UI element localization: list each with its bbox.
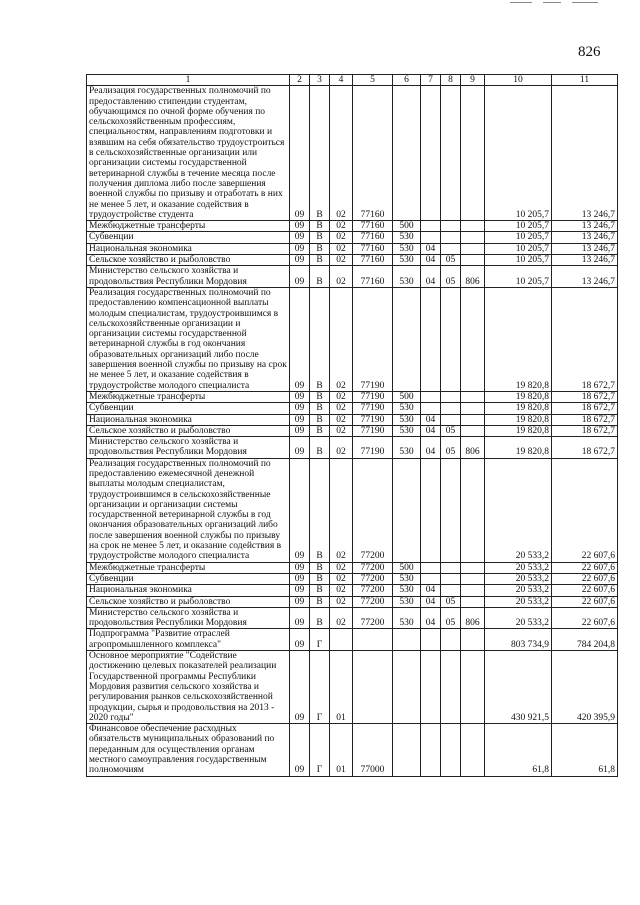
column-5-cell bbox=[353, 629, 393, 651]
column-8-cell bbox=[441, 403, 461, 414]
column-2-cell: 09 bbox=[290, 391, 310, 402]
column-5-cell: 77000 bbox=[353, 724, 393, 776]
column-9-cell bbox=[461, 243, 485, 254]
column-3-cell: В bbox=[310, 437, 330, 459]
column-9-cell bbox=[461, 651, 485, 724]
column-9-cell bbox=[461, 596, 485, 607]
column-8-cell bbox=[441, 562, 461, 573]
row-name: Министерство сельского хозяйства и продовольствия Республики Мордовия bbox=[87, 266, 290, 288]
column-8-cell bbox=[441, 651, 461, 724]
column-8-cell bbox=[441, 414, 461, 425]
column-header: 3 bbox=[310, 75, 330, 86]
column-6-cell: 500 bbox=[393, 562, 421, 573]
column-5-cell bbox=[353, 651, 393, 724]
amount-col-10: 20 533,2 bbox=[485, 596, 552, 607]
amount-col-10: 19 820,8 bbox=[485, 437, 552, 459]
table-row bbox=[87, 287, 618, 391]
row-name: Межбюджетные трансферты bbox=[87, 221, 290, 232]
column-6-cell: 530 bbox=[393, 425, 421, 436]
column-5-cell: 77160 bbox=[353, 221, 393, 232]
column-2-cell: 09 bbox=[290, 458, 310, 562]
amount-col-10: 19 820,8 bbox=[485, 425, 552, 436]
amount-col-11: 18 672,7 bbox=[552, 414, 618, 425]
column-7-cell bbox=[421, 651, 441, 724]
column-6-cell bbox=[393, 86, 421, 221]
table-row bbox=[87, 403, 618, 414]
column-3-cell: В bbox=[310, 243, 330, 254]
row-name: Реализация государственных полномочий по предоставлению компенсационной выплаты молодым специалистам, трудоустроившимся в сельскохозяйственные организации и организации системы государственной ветеринарной службы в год окончания образовательных организаций либо после завершения военной службы по призыву на срок не менее 5 лет, и оказание содействия в трудоустройстве молодого специалиста bbox=[87, 287, 290, 391]
amount-col-10: 10 205,7 bbox=[485, 221, 552, 232]
column-3-cell: В bbox=[310, 607, 330, 629]
column-9-cell: 806 bbox=[461, 266, 485, 288]
column-9-cell bbox=[461, 86, 485, 221]
column-7-cell bbox=[421, 221, 441, 232]
column-8-cell bbox=[441, 458, 461, 562]
column-4-cell: 02 bbox=[330, 86, 353, 221]
column-8-cell bbox=[441, 243, 461, 254]
column-5-cell: 77200 bbox=[353, 562, 393, 573]
table-row bbox=[87, 585, 618, 596]
column-2-cell: 09 bbox=[290, 414, 310, 425]
column-4-cell: 02 bbox=[330, 414, 353, 425]
column-9-cell bbox=[461, 573, 485, 584]
column-header: 9 bbox=[461, 75, 485, 86]
column-8-cell: 05 bbox=[441, 266, 461, 288]
column-7-cell: 04 bbox=[421, 414, 441, 425]
amount-col-11: 13 246,7 bbox=[552, 232, 618, 243]
column-3-cell: Г bbox=[310, 651, 330, 724]
column-9-cell bbox=[461, 425, 485, 436]
column-6-cell: 530 bbox=[393, 232, 421, 243]
row-name: Межбюджетные трансферты bbox=[87, 562, 290, 573]
amount-col-11: 13 246,7 bbox=[552, 221, 618, 232]
amount-col-11: 18 672,7 bbox=[552, 287, 618, 391]
column-8-cell bbox=[441, 221, 461, 232]
column-4-cell bbox=[330, 629, 353, 651]
column-3-cell: В bbox=[310, 573, 330, 584]
column-3-cell: В bbox=[310, 585, 330, 596]
column-8-cell bbox=[441, 391, 461, 402]
column-6-cell: 530 bbox=[393, 266, 421, 288]
column-9-cell bbox=[461, 403, 485, 414]
column-6-cell: 530 bbox=[393, 414, 421, 425]
column-6-cell: 530 bbox=[393, 255, 421, 266]
amount-col-10: 19 820,8 bbox=[485, 391, 552, 402]
column-header: 2 bbox=[290, 75, 310, 86]
amount-col-10: 19 820,8 bbox=[485, 287, 552, 391]
table-row bbox=[87, 232, 618, 243]
column-5-cell: 77160 bbox=[353, 266, 393, 288]
row-name: Национальная экономика bbox=[87, 243, 290, 254]
column-4-cell: 02 bbox=[330, 437, 353, 459]
row-name: Сельское хозяйство и рыболовство bbox=[87, 255, 290, 266]
column-5-cell: 77160 bbox=[353, 243, 393, 254]
amount-col-10: 20 533,2 bbox=[485, 585, 552, 596]
amount-col-11: 13 246,7 bbox=[552, 86, 618, 221]
table-row bbox=[87, 651, 618, 724]
table-row bbox=[87, 607, 618, 629]
column-2-cell: 09 bbox=[290, 651, 310, 724]
amount-col-10: 10 205,7 bbox=[485, 266, 552, 288]
column-9-cell bbox=[461, 629, 485, 651]
amount-col-11: 13 246,7 bbox=[552, 255, 618, 266]
column-6-cell: 530 bbox=[393, 243, 421, 254]
row-name: Финансовое обеспечение расходных обязательств муниципальных образований по переданным для осуществления органам местного самоуправления государственным полномочиям bbox=[87, 724, 290, 776]
column-8-cell: 05 bbox=[441, 596, 461, 607]
column-5-cell: 77200 bbox=[353, 573, 393, 584]
amount-col-11: 18 672,7 bbox=[552, 425, 618, 436]
amount-col-11: 61,8 bbox=[552, 724, 618, 776]
column-7-cell bbox=[421, 287, 441, 391]
amount-col-10: 19 820,8 bbox=[485, 414, 552, 425]
column-6-cell bbox=[393, 724, 421, 776]
table-row bbox=[87, 221, 618, 232]
column-header: 6 bbox=[393, 75, 421, 86]
amount-col-10: 20 533,2 bbox=[485, 573, 552, 584]
column-9-cell bbox=[461, 391, 485, 402]
table-row bbox=[87, 596, 618, 607]
amount-col-11: 13 246,7 bbox=[552, 266, 618, 288]
column-4-cell: 02 bbox=[330, 596, 353, 607]
column-3-cell: В bbox=[310, 458, 330, 562]
amount-col-10: 803 734,9 bbox=[485, 629, 552, 651]
column-4-cell: 02 bbox=[330, 607, 353, 629]
column-9-cell bbox=[461, 562, 485, 573]
amount-col-11: 13 246,7 bbox=[552, 243, 618, 254]
column-6-cell bbox=[393, 651, 421, 724]
column-4-cell: 02 bbox=[330, 255, 353, 266]
column-9-cell bbox=[461, 414, 485, 425]
row-name: Сельское хозяйство и рыболовство bbox=[87, 425, 290, 436]
table-row bbox=[87, 573, 618, 584]
column-3-cell: В bbox=[310, 391, 330, 402]
scan-mark bbox=[510, 2, 532, 3]
column-2-cell: 09 bbox=[290, 724, 310, 776]
column-6-cell: 530 bbox=[393, 607, 421, 629]
column-5-cell: 77200 bbox=[353, 458, 393, 562]
column-5-cell: 77200 bbox=[353, 585, 393, 596]
table-row bbox=[87, 243, 618, 254]
column-2-cell: 09 bbox=[290, 287, 310, 391]
column-9-cell bbox=[461, 458, 485, 562]
table-row bbox=[87, 86, 618, 221]
column-6-cell: 500 bbox=[393, 221, 421, 232]
amount-col-10: 20 533,2 bbox=[485, 607, 552, 629]
column-4-cell: 02 bbox=[330, 573, 353, 584]
amount-col-10: 61,8 bbox=[485, 724, 552, 776]
amount-col-11: 420 395,9 bbox=[552, 651, 618, 724]
column-7-cell bbox=[421, 403, 441, 414]
column-3-cell: В bbox=[310, 562, 330, 573]
column-2-cell: 09 bbox=[290, 629, 310, 651]
column-6-cell: 530 bbox=[393, 437, 421, 459]
column-4-cell: 02 bbox=[330, 232, 353, 243]
amount-col-11: 22 607,6 bbox=[552, 562, 618, 573]
column-4-cell: 02 bbox=[330, 221, 353, 232]
column-9-cell bbox=[461, 221, 485, 232]
column-7-cell: 04 bbox=[421, 255, 441, 266]
column-8-cell bbox=[441, 573, 461, 584]
page-number: 826 bbox=[578, 44, 601, 60]
row-name: Субвенции bbox=[87, 232, 290, 243]
column-7-cell bbox=[421, 724, 441, 776]
amount-col-10: 10 205,7 bbox=[485, 255, 552, 266]
column-2-cell: 09 bbox=[290, 607, 310, 629]
row-name: Субвенции bbox=[87, 403, 290, 414]
column-9-cell bbox=[461, 724, 485, 776]
amount-col-11: 22 607,6 bbox=[552, 596, 618, 607]
column-6-cell: 530 bbox=[393, 573, 421, 584]
row-name: Межбюджетные трансферты bbox=[87, 391, 290, 402]
row-name: Министерство сельского хозяйства и продовольствия Республики Мордовия bbox=[87, 607, 290, 629]
amount-col-11: 18 672,7 bbox=[552, 403, 618, 414]
column-3-cell: В bbox=[310, 596, 330, 607]
column-4-cell: 01 bbox=[330, 724, 353, 776]
column-5-cell: 77200 bbox=[353, 607, 393, 629]
column-4-cell: 02 bbox=[330, 562, 353, 573]
column-6-cell bbox=[393, 629, 421, 651]
budget-table bbox=[86, 74, 618, 777]
column-3-cell: Г bbox=[310, 629, 330, 651]
column-4-cell: 02 bbox=[330, 425, 353, 436]
scan-mark bbox=[543, 2, 561, 3]
column-7-cell: 04 bbox=[421, 607, 441, 629]
column-9-cell: 806 bbox=[461, 607, 485, 629]
scan-mark bbox=[572, 2, 598, 3]
row-name: Национальная экономика bbox=[87, 414, 290, 425]
amount-col-10: 20 533,2 bbox=[485, 562, 552, 573]
column-8-cell bbox=[441, 585, 461, 596]
row-name: Министерство сельского хозяйства и продовольствия Республики Мордовия bbox=[87, 437, 290, 459]
amount-col-10: 10 205,7 bbox=[485, 86, 552, 221]
column-2-cell: 09 bbox=[290, 425, 310, 436]
table-row bbox=[87, 562, 618, 573]
column-header: 4 bbox=[330, 75, 353, 86]
column-8-cell: 05 bbox=[441, 437, 461, 459]
amount-col-11: 22 607,6 bbox=[552, 573, 618, 584]
column-8-cell: 05 bbox=[441, 425, 461, 436]
row-name: Реализация государственных полномочий по предоставлению ежемесячной денежной выплаты молодым специалистам, трудоустроившимся в сельскохозяйственные организации и организации системы государственной ветеринарной службы в год окончания образовательных организаций либо после завершения военной службы по призыву на срок не менее 5 лет, и оказание содействия в трудоустройстве молодого специалиста bbox=[87, 458, 290, 562]
column-8-cell: 05 bbox=[441, 607, 461, 629]
amount-col-10: 10 205,7 bbox=[485, 243, 552, 254]
column-6-cell: 530 bbox=[393, 403, 421, 414]
column-8-cell bbox=[441, 724, 461, 776]
column-2-cell: 09 bbox=[290, 573, 310, 584]
table-row bbox=[87, 266, 618, 288]
table-row bbox=[87, 391, 618, 402]
column-5-cell: 77190 bbox=[353, 437, 393, 459]
column-2-cell: 09 bbox=[290, 562, 310, 573]
column-5-cell: 77160 bbox=[353, 232, 393, 243]
row-name: Субвенции bbox=[87, 573, 290, 584]
column-6-cell: 530 bbox=[393, 585, 421, 596]
column-3-cell: В bbox=[310, 86, 330, 221]
column-3-cell: В bbox=[310, 221, 330, 232]
column-4-cell: 02 bbox=[330, 458, 353, 562]
table-row bbox=[87, 629, 618, 651]
amount-col-10: 430 921,5 bbox=[485, 651, 552, 724]
column-2-cell: 09 bbox=[290, 232, 310, 243]
column-3-cell: В bbox=[310, 425, 330, 436]
column-2-cell: 09 bbox=[290, 243, 310, 254]
column-4-cell: 02 bbox=[330, 243, 353, 254]
column-header: 10 bbox=[485, 75, 552, 86]
column-4-cell: 02 bbox=[330, 266, 353, 288]
column-2-cell: 09 bbox=[290, 86, 310, 221]
column-6-cell: 530 bbox=[393, 596, 421, 607]
column-5-cell: 77200 bbox=[353, 596, 393, 607]
column-3-cell: Г bbox=[310, 724, 330, 776]
column-8-cell: 05 bbox=[441, 255, 461, 266]
column-header: 11 bbox=[552, 75, 618, 86]
column-7-cell: 04 bbox=[421, 596, 441, 607]
row-name: Национальная экономика bbox=[87, 585, 290, 596]
amount-col-11: 22 607,6 bbox=[552, 607, 618, 629]
column-7-cell bbox=[421, 562, 441, 573]
column-header: 8 bbox=[441, 75, 461, 86]
column-3-cell: В bbox=[310, 287, 330, 391]
column-9-cell bbox=[461, 585, 485, 596]
column-2-cell: 09 bbox=[290, 596, 310, 607]
column-6-cell: 500 bbox=[393, 391, 421, 402]
row-name: Подпрограмма "Развитие отраслей агропромышленного комплекса" bbox=[87, 629, 290, 651]
column-8-cell bbox=[441, 232, 461, 243]
column-7-cell bbox=[421, 629, 441, 651]
column-7-cell bbox=[421, 391, 441, 402]
column-5-cell: 77160 bbox=[353, 255, 393, 266]
table-header-row bbox=[87, 75, 618, 86]
column-header: 1 bbox=[87, 75, 290, 86]
column-2-cell: 09 bbox=[290, 437, 310, 459]
column-4-cell: 02 bbox=[330, 391, 353, 402]
column-7-cell: 04 bbox=[421, 266, 441, 288]
column-5-cell: 77190 bbox=[353, 425, 393, 436]
column-4-cell: 02 bbox=[330, 287, 353, 391]
column-4-cell: 02 bbox=[330, 403, 353, 414]
column-8-cell bbox=[441, 629, 461, 651]
column-5-cell: 77190 bbox=[353, 403, 393, 414]
column-5-cell: 77190 bbox=[353, 391, 393, 402]
column-7-cell bbox=[421, 86, 441, 221]
column-7-cell bbox=[421, 458, 441, 562]
table-row bbox=[87, 458, 618, 562]
column-7-cell bbox=[421, 573, 441, 584]
column-3-cell: В bbox=[310, 403, 330, 414]
column-2-cell: 09 bbox=[290, 221, 310, 232]
column-9-cell bbox=[461, 232, 485, 243]
column-4-cell: 02 bbox=[330, 585, 353, 596]
column-3-cell: В bbox=[310, 414, 330, 425]
column-9-cell: 806 bbox=[461, 437, 485, 459]
amount-col-10: 10 205,7 bbox=[485, 232, 552, 243]
amount-col-11: 22 607,6 bbox=[552, 458, 618, 562]
amount-col-10: 20 533,2 bbox=[485, 458, 552, 562]
column-header: 7 bbox=[421, 75, 441, 86]
column-9-cell bbox=[461, 255, 485, 266]
amount-col-11: 22 607,6 bbox=[552, 585, 618, 596]
row-name: Реализация государственных полномочий по предоставлению стипендии студентам, обучающимся по очной форме обучения по сельскохозяйственным профессиям, специальностям, направлениям подготовки и взявшим на себя обязательство трудоустроиться в сельскохозяйственные организации или организации системы государственной ветеринарной службы в течение месяца после получения диплома либо после завершения военной службы по призыву и отработать в них не менее 5 лет, и оказание содействия в трудоустройстве студента bbox=[87, 86, 290, 221]
table-row bbox=[87, 724, 618, 776]
row-name: Сельское хозяйство и рыболовство bbox=[87, 596, 290, 607]
column-2-cell: 09 bbox=[290, 255, 310, 266]
row-name: Основное мероприятие "Содействие достижению целевых показателей реализации Государственной программы Республики Мордовия развития сельского хозяйства и регулирования рынков сельскохозяйственной продукции, сырья и продовольствия на 2013 - 2020 годы" bbox=[87, 651, 290, 724]
column-8-cell bbox=[441, 86, 461, 221]
table-row bbox=[87, 255, 618, 266]
column-7-cell: 04 bbox=[421, 425, 441, 436]
column-4-cell: 01 bbox=[330, 651, 353, 724]
amount-col-11: 18 672,7 bbox=[552, 437, 618, 459]
amount-col-11: 784 204,8 bbox=[552, 629, 618, 651]
column-5-cell: 77190 bbox=[353, 414, 393, 425]
column-2-cell: 09 bbox=[290, 266, 310, 288]
column-7-cell: 04 bbox=[421, 437, 441, 459]
column-3-cell: В bbox=[310, 255, 330, 266]
column-5-cell: 77160 bbox=[353, 86, 393, 221]
column-7-cell: 04 bbox=[421, 585, 441, 596]
column-7-cell bbox=[421, 232, 441, 243]
column-2-cell: 09 bbox=[290, 585, 310, 596]
column-3-cell: В bbox=[310, 266, 330, 288]
column-8-cell bbox=[441, 287, 461, 391]
table-row bbox=[87, 437, 618, 459]
column-9-cell bbox=[461, 287, 485, 391]
column-5-cell: 77190 bbox=[353, 287, 393, 391]
table-row bbox=[87, 414, 618, 425]
amount-col-11: 18 672,7 bbox=[552, 391, 618, 402]
column-7-cell: 04 bbox=[421, 243, 441, 254]
amount-col-10: 19 820,8 bbox=[485, 403, 552, 414]
column-6-cell bbox=[393, 458, 421, 562]
table-row bbox=[87, 425, 618, 436]
column-6-cell bbox=[393, 287, 421, 391]
column-3-cell: В bbox=[310, 232, 330, 243]
column-header: 5 bbox=[353, 75, 393, 86]
column-2-cell: 09 bbox=[290, 403, 310, 414]
